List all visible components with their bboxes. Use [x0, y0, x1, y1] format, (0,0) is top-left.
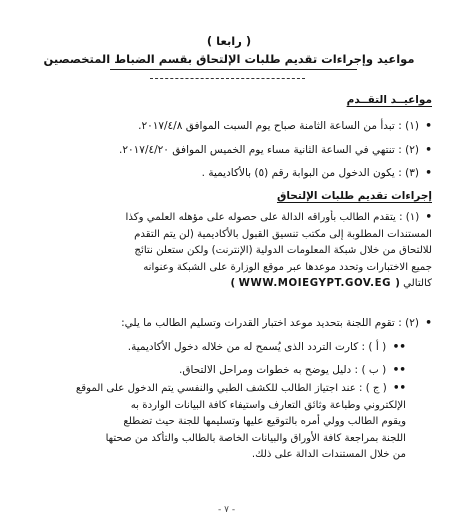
procedure-item-1 [28, 210, 432, 293]
item-number: ( أ ) [368, 341, 387, 353]
line-text: كالتالي [403, 278, 432, 289]
item-number: (١) [405, 212, 420, 223]
item-number: (٢) [405, 144, 419, 156]
bullet-icon: • [425, 120, 432, 132]
website-url: ( WWW.MOIEGYPT.GOV.EG ) [230, 278, 400, 289]
item-text: : كارت التردد الذى يُسمح له من خلاله دخول الأكاديمية. [127, 341, 366, 353]
page-number: - ٧ - [218, 505, 236, 515]
sub-item-b [26, 363, 406, 377]
item-text: : تنتهي في الساعة الثانية مساء يوم الخميس الموافق ٢٠١٧/٤/٢٠. [119, 144, 402, 156]
paragraph-line: جميع الاختبارات وتحدد موعدها عبر موقع الوزارة على الشبكة وعنوانه [143, 261, 432, 273]
line-text: : يتقدم الطالب بأوراقه الدالة على حصوله على مؤهله العلمي وكذا [125, 212, 403, 223]
bullet-icon: •• [392, 341, 406, 353]
paragraph-line: اللجنة بمراجعة كافة الأوراق والبيانات الخاصة بالطالب والتأكد من صحتها [105, 432, 406, 444]
paragraph-line: المستندات المطلوبة إلى مكتب تنسيق القبول بالأكاديمية (لن يتم التقدم [134, 228, 432, 240]
date-item-1 [32, 119, 432, 133]
item-number: ( ج ) [365, 383, 387, 394]
item-number: (١) [405, 120, 419, 132]
item-text: : يكون الدخول من البوابة رقم (٥) بالأكاديمية . [201, 167, 402, 179]
paragraph-line [28, 210, 432, 227]
item-number: ( ب ) [361, 364, 387, 376]
date-item-3 [32, 166, 432, 180]
paragraph-line [28, 276, 432, 293]
bullet-icon: • [425, 167, 432, 179]
paragraph-line: ويقوم الطالب وولي أمره بالتوقيع عليها وتسليمها للجنة حيث تضطلع [123, 416, 406, 427]
sub-item-a [26, 340, 406, 354]
bullet-icon: •• [392, 364, 406, 376]
item-text: : تقوم اللجنة بتحديد موعد اختبار القدرات وتسليم الطالب ما يلي: [121, 317, 402, 329]
paragraph-line: للالتحاق من خلال شبكة المعلومات الدولية (الإنترنت) ولكن ستعلن نتائج [134, 245, 432, 256]
item-number: (٢) [405, 317, 419, 329]
section-number: ( رابعا ) [206, 34, 252, 48]
item-number: (٣) [405, 167, 419, 179]
procedure-item-2 [32, 316, 432, 330]
paragraph-line: الإلكتروني وطباعة وثائق التعارف واستيفاء كافة البيانات الواردة به [130, 399, 406, 411]
bullet-icon: • [425, 144, 432, 156]
item-text: : دليل يوضح به خطوات ومراحل الالتحاق. [179, 364, 359, 376]
sub-item-c [28, 381, 406, 464]
page-title: مواعيد وإجراءات تقديم طلبات الإلتحاق بقسم الضباط المتخصصين [43, 52, 415, 66]
bullet-icon: • [425, 212, 432, 223]
dates-section-title: مواعيــد التقــدم [346, 94, 432, 106]
item-text: : تبدأ من الساعة الثامنة صباح يوم السبت الموافق ٢٠١٧/٤/٨. [138, 120, 402, 132]
bullet-icon: • [425, 317, 432, 329]
line-text: : عند اجتياز الطالب للكشف الطبي والنفسي يتم الدخول على الموقع [75, 383, 363, 394]
dashed-divider [150, 78, 305, 79]
procedures-section-title: إجراءات تقديم طلبات الإلتحاق [276, 190, 432, 202]
title-underline [110, 69, 357, 70]
bullet-icon: •• [392, 383, 406, 394]
paragraph-line [28, 381, 406, 398]
paragraph-line: من خلال المستندات الدالة على ذلك. [251, 449, 406, 460]
date-item-2 [32, 143, 432, 157]
